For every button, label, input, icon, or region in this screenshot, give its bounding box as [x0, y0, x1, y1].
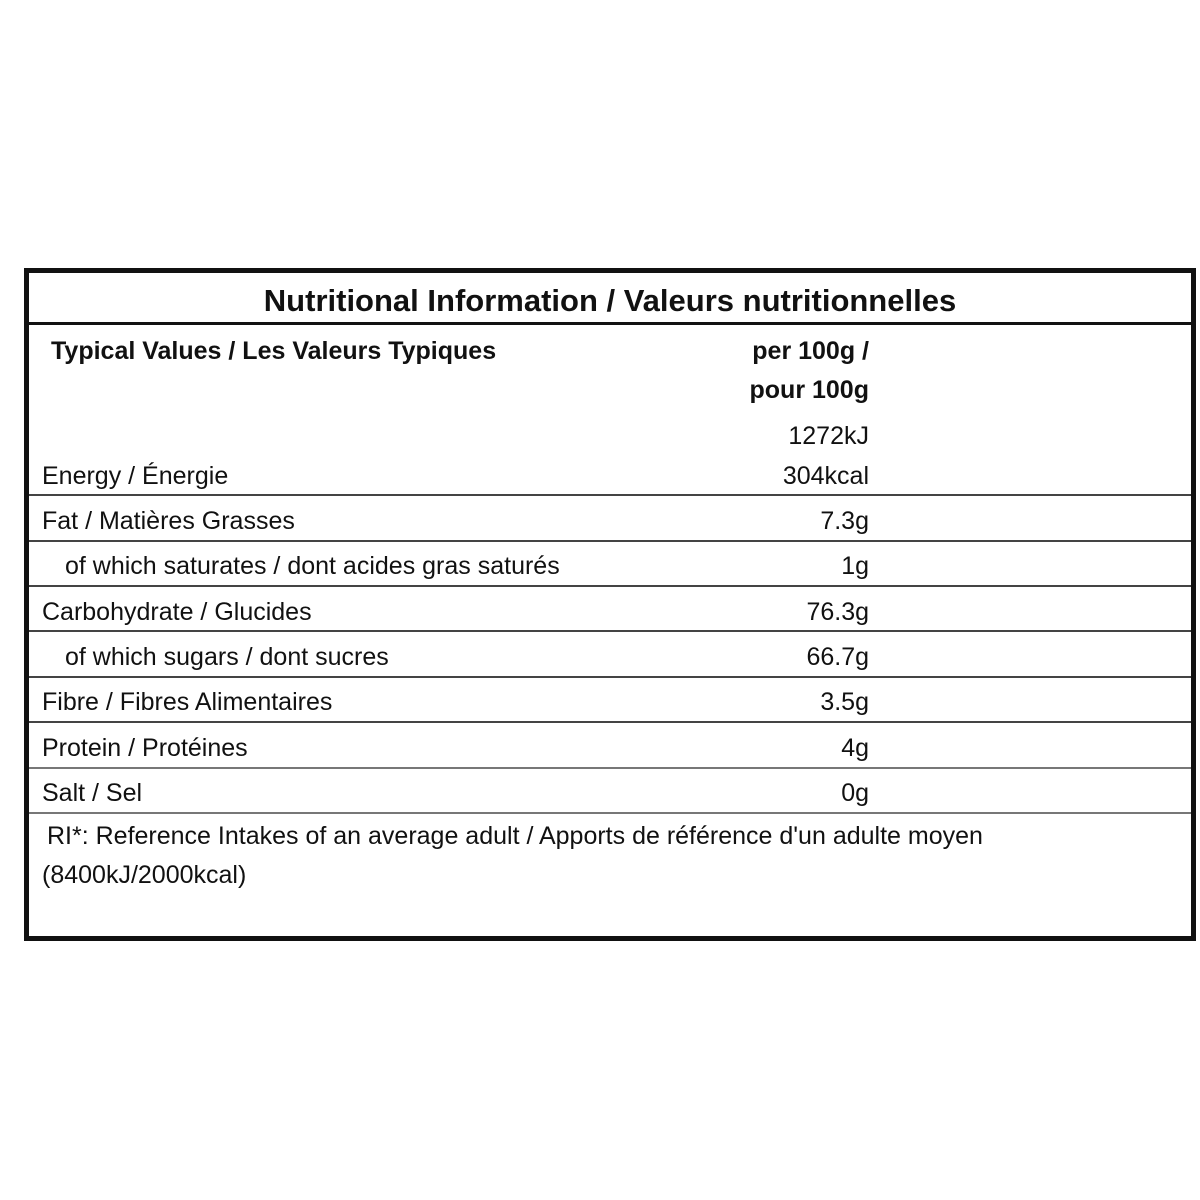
row-label-carbohydrate: Carbohydrate / Glucides — [42, 598, 312, 626]
row-label-protein: Protein / Protéines — [42, 734, 248, 762]
row-divider — [29, 767, 1191, 769]
footnote-line1: RI*: Reference Intakes of an average adult / Apports de référence d'un adulte moyen — [47, 822, 983, 850]
header-label: Typical Values / Les Valeurs Typiques — [51, 337, 497, 365]
row-label-fat: Fat / Matières Grasses — [42, 507, 295, 535]
header-column-line1: per 100g / — [752, 337, 869, 365]
row-divider — [29, 676, 1191, 678]
footnote-line2: (8400kJ/2000kcal) — [42, 861, 247, 889]
row-divider — [29, 721, 1191, 723]
energy-kj: 1272kJ — [788, 422, 869, 450]
row-value-fibre: 3.5g — [820, 688, 869, 716]
row-value-protein: 4g — [841, 734, 869, 762]
energy-label: Energy / Énergie — [42, 462, 229, 490]
row-value-sugars: 66.7g — [806, 643, 869, 671]
row-label-sugars: of which sugars / dont sucres — [65, 643, 389, 671]
title-divider — [29, 322, 1191, 325]
row-label-fibre: Fibre / Fibres Alimentaires — [42, 688, 333, 716]
row-divider — [29, 812, 1191, 814]
row-value-carbohydrate: 76.3g — [806, 598, 869, 626]
table-title: Nutritional Information / Valeurs nutritionnelles — [263, 283, 957, 318]
row-label-salt: Salt / Sel — [42, 779, 143, 807]
energy-kcal: 304kcal — [782, 462, 869, 490]
row-divider — [29, 494, 1191, 496]
row-divider — [29, 630, 1191, 632]
row-value-salt: 0g — [841, 779, 869, 807]
row-value-fat: 7.3g — [820, 507, 869, 535]
header-column-line2: pour 100g — [749, 376, 869, 404]
row-divider — [29, 540, 1191, 542]
row-value-saturates: 1g — [841, 552, 869, 580]
nutrition-table — [24, 268, 1196, 941]
row-divider — [29, 585, 1191, 587]
row-label-saturates: of which saturates / dont acides gras saturés — [65, 552, 560, 580]
